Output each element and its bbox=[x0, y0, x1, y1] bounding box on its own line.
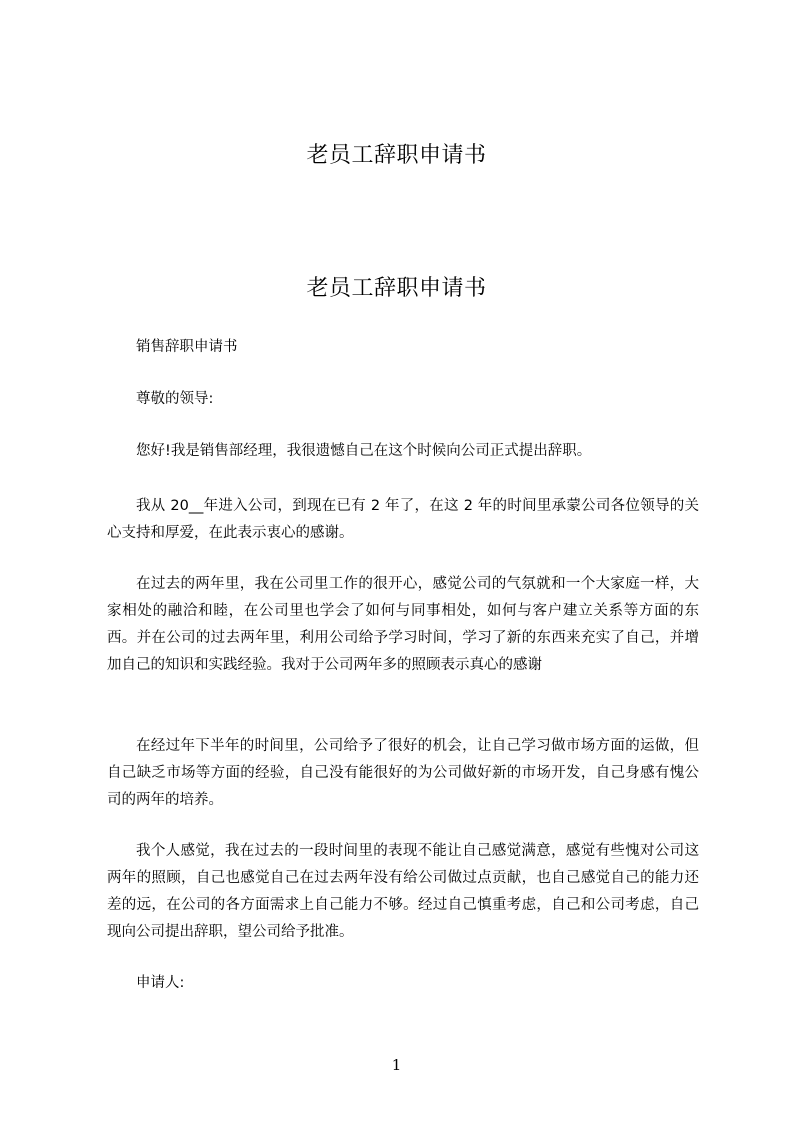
main-title: 老员工辞职申请书 bbox=[306, 276, 487, 301]
second-half-paragraph: 在经过年下半年的时间里，公司给予了很好的机会，让自己学习做市场方面的运做，但自己缺乏市场等方面的经验，自己没有能很好的为公司做好新的市场开发，自己身感有愧公司的两年的培养。 bbox=[107, 738, 699, 808]
intro-paragraph: 您好!我是销售部经理，我很遗憾自己在这个时候向公司正式提出辞职。 bbox=[136, 443, 592, 459]
join-paragraph: 我从 20__年进入公司，到现在已有 2 年了，在这 2 年的时间里承蒙公司各位领导的关心支持和厚爱，在此表示衷心的感谢。 bbox=[107, 498, 699, 541]
page-number: 1 bbox=[391, 1056, 402, 1074]
applicant-line: 申请人: bbox=[136, 975, 185, 991]
header-title: 老员工辞职申请书 bbox=[306, 143, 487, 168]
past-years-paragraph: 在过去的两年里，我在公司里工作的很开心，感觉公司的气氛就和一个大家庭一样，大家相处的融洽和睦，在公司里也学会了如何与同事相处，如何与客户建立关系等方面的东西。并在公司的过去两年里，利用公司给予学习时间，学习了新的东西来充实了自己，并增加自己的知识和实践经验。我对于公司两年多的照顾表示真心的感谢 bbox=[107, 576, 699, 673]
greeting: 尊敬的领导: bbox=[136, 391, 214, 407]
subject-line: 销售辞职申请书 bbox=[136, 339, 238, 355]
personal-paragraph: 我个人感觉，我在过去的一段时间里的表现不能让自己感觉满意，感觉有些愧对公司这两年的照顾，自己也感觉自己在过去两年没有给公司做过点贡献，也自己感觉自己的能力还差的远，在公司的各方面需求上自己能力不够。经过自己慎重考虑，自己和公司考虑，自己现向公司提出辞职，望公司给予批准。 bbox=[107, 843, 699, 940]
